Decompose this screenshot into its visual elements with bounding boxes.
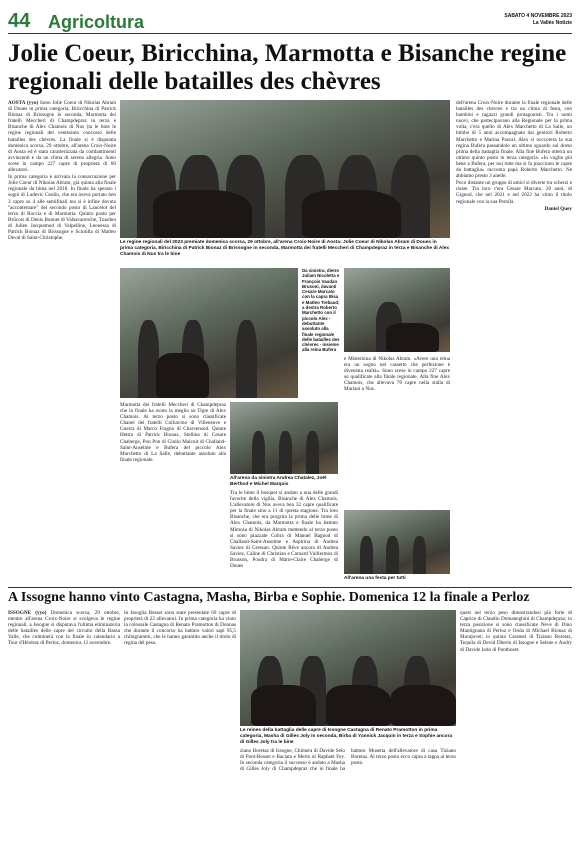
bottom-column-1 [8,610,120,836]
article-column-1 [8,100,116,584]
section-title: Agricoltura [48,12,145,32]
col1-text: Sono Jolie Coeur di Nikolas Abram di Doues in prima categoria, Biricchina di Patrick Bionaz di Brissogne in seconda, Marmotta dei fratelli Meccheri di Champdepraz in terza e Bisanche di Alex Chamois di Nus (ta le bine le regine regionali del ventesimo concorso delle batailles des chèvres. La finale si è disputata domenica scorsa, 29 ottobre, all'arena Croix-Noire di Aosta ed è stata caratterizzata da combattimenti avvincenti e da un clima di sereno allegria. Sono scese in campo 227 capre di proprietà di 60 allevatori. [8,100,116,174]
main-photo-caption: Le regine regionali del 2023 premiate domenica scorsa, 29 ottobre, all'arena Croix-Noire di Aosta: Jolie Coeur di Nikolas Abram di Doues in prima categoria, Biricchina di Patrick Bionaz di Brissogne in seconda, Marmotta dei fratelli Meccheri di Champdepraz in terza e Bisanche di Alex Chamois di Nus tra le bine [120,240,450,257]
bottom-col2-text: In Issoglia Besset sono state presentate 69 capre di proprietà di 22 allevatori. In prima categoria ha vinto la colossale Castagna di Renato Pramotton di Donnas che durante il concorso ha battuto valori sapi 95,5 chilogrammi, che le hanno garantito anche il titolo di regina del peso. [124,610,236,647]
dateline: AOSTA (yyo) [8,100,39,106]
page-header [8,8,572,34]
bottom-photo-caption: Le reines della battaglia delle capre di Issogne Castagna di Renato Pramotton in prima categoria, Masha di Gilles Joly in seconda, Birba di Yannick Jacquin in terza e Sophie ancora di Gilles Joly tra le bine [240,728,453,745]
paper-name: La Vallée Notizie [532,20,572,26]
col2-text: Tra le bime il bosquet si andato a una delle grandi favorite della vigilia, Bisanche di Alex Chamois. L'allevatore di Nus aveva ben 32 capre qualificate per la finale sino a 11 di questa stagione. Tra loro Bisanche, che era progrita la prima delle bime di Alex Chamois, da Marmotta e finale ha battuto Mimosa di Nikolas Abram mettendo al terzo posto si sono piazzate Cobra di Manuel Bagnod di Challand-Saint-Anselme e Aspirina di Andrea Saviez di Gressan. Quinte Rêve ancora di Andrea Saviez, Caline di Christian e Carnard Vuillermoz di Brusson, Poudra di Marie-Claire Chaberge di Doues [230,490,338,570]
main-photo [120,100,450,238]
family-photo [120,268,298,398]
col1-text2: In prima categoria è arrivata la consacrazione per Jolie Coeur di Nikolas Abram, già quinta alla finale regionale da bima nel 2018. In finale ha sperato i sogni di Ludevic Ceulin, che era aveva portato ben 3 capre su 4 alle semifinali ma si è infine dovuta "accontentare" del secondo posto di Lancelot del terzo di Roccia e di Marmotta. Quinto posto per Brûcois di Denis Bonnet di Valsavarenche, Tzardon di Julien Jacquemod di Valpelline, Leonessa di Patrick Bionaz di Brissogne e Scintilla di Matteo Deval di Saint-Christophe. [8,174,116,242]
section-divider [8,587,572,588]
bottom-col4-text: quest nel terzo peso dimostrandosi più forte di Caprice di Claudio Domaneghini di Champdepraz; in terza posizione si sono classificate Neve di Dino Mantignana di Perloz e Onda di Michael Bionaz di Montjovet; in quinta Caramel di Tiziano Boretaz, Tequila di Devid Dherin di Issogne e Selene e Audry di Davide Iodo di Pontboset. [460,610,572,653]
festa-photo-caption: All'arena una festa per tutti [344,576,406,581]
article-column-2b [230,490,338,584]
col4-text: dell'arena Croix-Noire durante la finale regionale delle batailles des chèvres e tra un clima di festa, con bambini e ragazzi grandi protagonisti. Tra i nomi nuovi, che partecipavano alla Regionale per la prima volta, c'era quello di Alex Marchetto di La Salle, un bimbo di 5 anni accompagnato dai genitori Roberto Marchetto e Marina Pascal. Alex si occcorera la sua regina Bufera passandole un ultimo sguardo sul dorso prima della battaglia finale. Alla fine Bufera otterrà un ottimo quinto posto in terza categoria. «Io voglio più bene a Bufera, per noi tutte ma si fa piacciono le capre da battaglia» racconta papà Roberto Marchetto. Ne abbiamo presto 3 anelle. [456,100,572,180]
inset-photo-caption: All'arena da sinistra Andrea Chatalez, Joël Berthod e Michel Marquis [230,476,327,487]
issue-date: SABATO 4 NOVEMBRE 2023 [504,13,572,19]
bottom-column-2 [124,610,236,836]
article-column-3 [344,356,450,506]
bottom-photo [240,610,456,726]
author-signature: Daniel Quey [544,205,572,212]
family-photo-caption: Da sinistra, dietro Juliam Nicoletta e François Vaudan Brusoni, davanti Cesare Marcato con la capra Bisa e Matteo Trebaud; a destra Roberto Marchetto con il piccolo Alex - debuttante assoluto alla finale regionale delle batailles des chèvres - insieme alla reina Bufera [302,268,340,353]
bottom-col3-text: ziano Boretaz di Issogne, Chimera di Davide Selo di Pont-Bosset e Baciata e Merlo di Raphael Fey. In seconda categoria il successo è andato a Masha di Gilles Joly di Champdepraz che in finale ha battuto Musetta dell'allevatore di casa Tiziano Boretaz. Al terzo posto ecco capra a tappa al terzo posto. [240,748,456,773]
col3-text: e Misternina di Nikolas Abram. «Avere una reina era un sogno nel cassetto che perfezione è diventata realtà». Sono scese in campo 227 capre su qualificate alla finale regionale. Alla fine Alex Chamois, che allevava 70 capre nella stalla di Mariani a Nus. [344,356,450,393]
festa-photo [344,510,450,574]
article-column-2 [120,402,226,584]
inset-photo [230,402,338,474]
goat-photo [344,268,450,352]
col2-text3: Marmotta dei fratelli Meccheri di Champdepraz che in finale ha avuto la meglio su Tigre di Alex Chamois. Al terzo posto si sono classificate Chanel dei fratelli Colliavino di Villeneuve e Guerra di Marco Fragno di Charvensod. Quinte Hettra di Patrick Bionaz, Stellina di Cesare Chaberge, Pon Pon di Giulio Malcuit di Challand-Saint-Anselme e Bufera del piccolo Alex Marchetto di La Salle, debuttante assoluto alla finale regionale. [120,402,226,463]
subheadline: A Issogne hanno vinto Castagna, Masha, Birba e Sophie. Domenica 12 la finale a Perloz [8,590,530,605]
bottom-col1-text: Domenica scorsa, 29 ottobre, mentre all'arena Croix-Noire si svolgeva le regine regionali, a Issogne si disputava l'ultima eliminatoria delle batailles delle capre del circuito della Bassa Valle, che culminerà con la finale in calendario a Tour d'Héréraz di Perloz, domenica 12 novembre. [8,610,120,647]
date-info [504,13,572,27]
col4-text2: Poco distante un gruppo di amici si diverte tra scherzi e risate. Tra loro c'era Cesare Marcato, 20 anni, di Gignod, che nel 2021 e nel 2022 ha vinto il titolo regionale con la sua Perolla. [456,180,572,205]
bottom-dateline: ISSOGNE (yyo) [8,610,47,616]
headline: Jolie Coeur, Biricchina, Marmotta e Bisanche regine regionali delle batailles des chèvres [8,40,567,95]
page-number: 44 [8,10,31,32]
article-column-4 [456,100,572,584]
bottom-column-3 [240,748,456,836]
bottom-column-4 [460,610,572,836]
